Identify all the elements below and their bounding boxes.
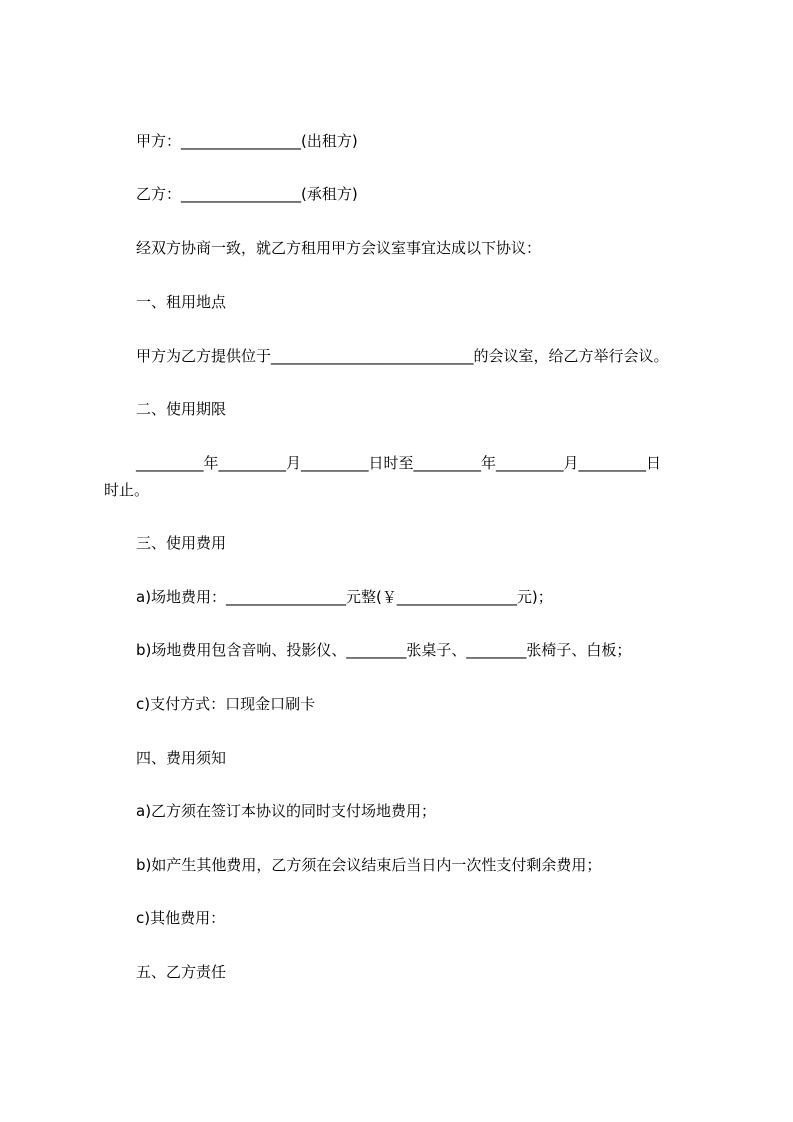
location-clause: 甲方为乙方提供位于___________________________的会议室，给乙方举行会议。 <box>136 347 669 365</box>
section-heading-party-b-duty: 五、乙方责任 <box>136 963 227 981</box>
party-b-line: 乙方：________________(承租方) <box>136 185 358 203</box>
fee-clause-c: c)支付方式：口现金口刷卡 <box>136 695 316 713</box>
section-heading-fee-notes: 四、费用须知 <box>136 749 227 767</box>
section-heading-location: 一、租用地点 <box>136 293 227 311</box>
fee-clause-a: a)场地费用：________________元整(￥________________元)； <box>136 588 553 606</box>
fee-note-c: c)其他费用： <box>136 909 226 927</box>
fee-note-a: a)乙方须在签订本协议的同时支付场地费用； <box>136 802 437 820</box>
agreement-intro: 经双方协商一致，就乙方租用甲方会议室事宜达成以下协议： <box>136 239 542 257</box>
section-heading-term: 二、使用期限 <box>136 400 227 418</box>
fee-note-b: b)如产生其他费用，乙方须在会议结束后当日内一次性支付剩余费用； <box>136 856 602 874</box>
term-clause-line-1: _________年_________月_________日时至_________年_________月_________日 <box>136 454 662 472</box>
party-a-line: 甲方：________________(出租方) <box>136 132 358 150</box>
fee-clause-b: b)场地费用包含音响、投影仪、________张桌子、________张椅子、白板； <box>136 641 632 659</box>
term-clause-line-2: 时止。 <box>104 481 150 499</box>
section-heading-fees: 三、使用费用 <box>136 534 227 552</box>
